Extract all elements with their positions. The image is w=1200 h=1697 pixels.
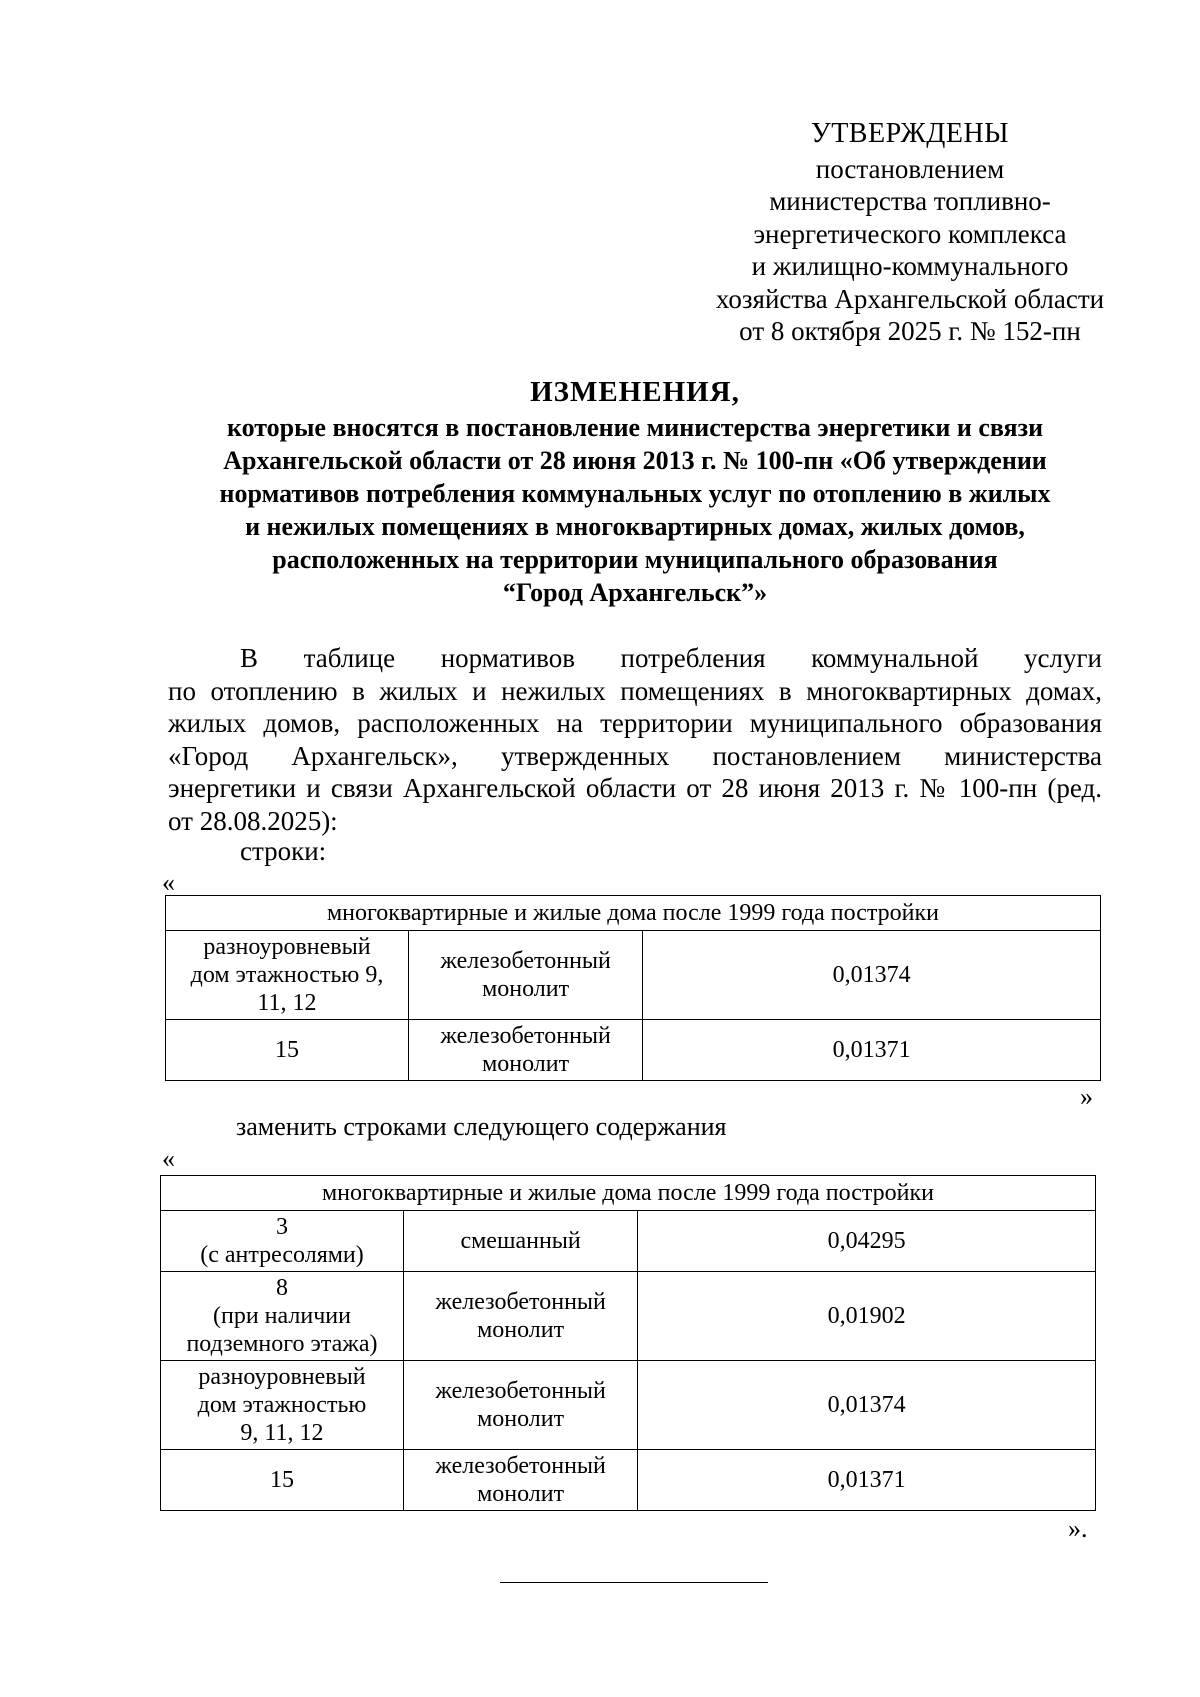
table-header: многоквартирные и жилые дома после 1999 года постройки bbox=[166, 896, 1101, 931]
material-text: монолит bbox=[477, 1317, 565, 1343]
approval-line: министерства топливно- bbox=[769, 186, 1051, 216]
material-cell bbox=[403, 1361, 637, 1450]
table-header: многоквартирные и жилые дома после 1999 года постройки bbox=[161, 1176, 1096, 1211]
material-text: железобетонный bbox=[435, 1453, 606, 1479]
table-row bbox=[161, 1272, 1096, 1361]
material-cell bbox=[403, 1272, 637, 1361]
material-text: железобетонный bbox=[435, 1378, 606, 1404]
floors-cell bbox=[161, 1361, 404, 1450]
approval-line: энергетического комплекса bbox=[753, 218, 1067, 249]
approval-line: постановлением bbox=[815, 153, 1005, 184]
material-cell bbox=[408, 931, 642, 1020]
table-old-rows bbox=[165, 895, 1101, 1081]
material-cell bbox=[408, 1020, 642, 1081]
title-subtitle bbox=[160, 411, 1110, 609]
floors-text: разноуровневый bbox=[203, 934, 371, 960]
rows-label: строки: bbox=[240, 836, 327, 866]
floors-text: 15 bbox=[274, 1037, 299, 1063]
paragraph-line: «Город Архангельск», утвержденных постановлением министерства bbox=[168, 740, 1102, 771]
paragraph-line: В таблице нормативов потребления коммунальной услуги bbox=[240, 643, 1102, 673]
table-row bbox=[161, 1361, 1096, 1450]
floors-cell bbox=[161, 1272, 404, 1361]
floors-text: 11, 12 bbox=[257, 990, 317, 1016]
floors-text: разноуровневый bbox=[198, 1364, 366, 1390]
material-text: монолит bbox=[482, 976, 570, 1002]
floors-text: (с антресолями) bbox=[200, 1242, 364, 1268]
approval-heading: УТВЕРЖДЕНЫ bbox=[810, 118, 1010, 149]
floors-cell bbox=[166, 931, 409, 1020]
table-header-row bbox=[161, 1176, 1096, 1211]
document-title bbox=[160, 373, 1110, 609]
approval-line: хозяйства Архангельской области bbox=[715, 283, 1105, 314]
material-text: железобетонный bbox=[440, 948, 611, 974]
material-text: монолит bbox=[477, 1481, 565, 1507]
paragraph-line: от 28.08.2025): bbox=[168, 805, 338, 836]
floors-cell bbox=[161, 1211, 404, 1272]
floors-text: (при наличии bbox=[212, 1303, 351, 1329]
floors-text: 3 bbox=[275, 1214, 288, 1240]
title-sub-line: “Город Архангельск”» bbox=[502, 578, 768, 607]
title-sub-line: Архангельской области от 28 июня 2013 г. № 100-пн «Об утверждении bbox=[223, 446, 1047, 475]
material-text: железобетонный bbox=[435, 1289, 606, 1315]
title-sub-line: и нежилых помещениях в многоквартирных домах, жилых домов, bbox=[245, 512, 1025, 541]
floors-text: дом этажностью bbox=[197, 1392, 367, 1418]
material-cell bbox=[403, 1450, 637, 1511]
approval-line: от 8 октября 2025 г. № 152-пн bbox=[739, 316, 1081, 346]
value-cell: 0,01374 bbox=[638, 1361, 1096, 1450]
material-text: монолит bbox=[482, 1051, 570, 1077]
paragraph-line: энергетики и связи Архангельской области от 28 июня 2013 г. № 100-пн (ред. bbox=[168, 773, 1102, 803]
table-header-row bbox=[166, 896, 1101, 931]
floors-cell bbox=[161, 1450, 404, 1511]
title-sub-line: нормативов потребления коммунальных услуг по отоплению в жилых bbox=[219, 479, 1051, 508]
end-divider bbox=[500, 1582, 768, 1583]
table-row bbox=[166, 1020, 1101, 1081]
floors-cell bbox=[166, 1020, 409, 1081]
open-quote: « bbox=[162, 868, 175, 897]
paragraph-line: по отоплению в жилых и нежилых помещениях в многоквартирных домах, bbox=[168, 675, 1102, 706]
title-sub-line: расположенных на территории муниципального образования bbox=[272, 545, 998, 574]
material-text: железобетонный bbox=[440, 1023, 611, 1049]
table-row bbox=[161, 1450, 1096, 1511]
floors-text: подземного этажа) bbox=[186, 1331, 378, 1357]
value-cell: 0,01374 bbox=[643, 931, 1101, 1020]
close-quote: » bbox=[1080, 1082, 1093, 1111]
table-row bbox=[161, 1211, 1096, 1272]
value-cell: 0,04295 bbox=[638, 1211, 1096, 1272]
open-quote: « bbox=[162, 1144, 175, 1173]
floors-text: дом этажностью 9, bbox=[190, 962, 384, 988]
material-text: монолит bbox=[477, 1406, 565, 1432]
title-sub-line: которые вносятся в постановление министерства энергетики и связи bbox=[226, 413, 1044, 442]
table-new-rows bbox=[160, 1175, 1096, 1511]
value-cell: 0,01371 bbox=[638, 1450, 1096, 1511]
material-text: смешанный bbox=[460, 1228, 581, 1254]
body-paragraph bbox=[168, 642, 1102, 837]
table-row bbox=[166, 931, 1101, 1020]
approval-line: и жилищно-коммунального bbox=[751, 251, 1069, 281]
floors-text: 8 bbox=[275, 1275, 288, 1301]
title-main: ИЗМЕНЕНИЯ, bbox=[530, 376, 740, 408]
paragraph-line: жилых домов, расположенных на территории муниципального образования bbox=[168, 708, 1102, 738]
value-cell: 0,01371 bbox=[643, 1020, 1101, 1081]
replace-label: заменить строками следующего содержания bbox=[236, 1112, 727, 1141]
value-cell: 0,01902 bbox=[638, 1272, 1096, 1361]
close-quote: ». bbox=[1068, 1514, 1088, 1543]
approval-block bbox=[700, 118, 1120, 348]
material-cell bbox=[403, 1211, 637, 1272]
floors-text: 15 bbox=[269, 1467, 294, 1493]
floors-text: 9, 11, 12 bbox=[240, 1420, 324, 1446]
